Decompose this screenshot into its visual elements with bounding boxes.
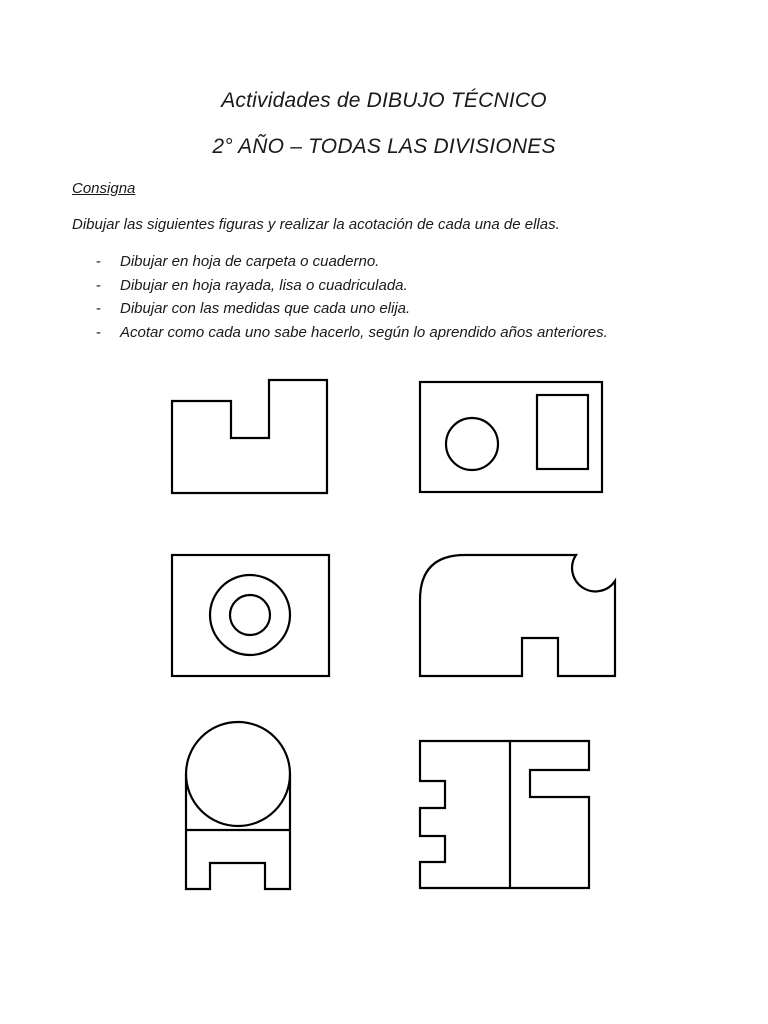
rounded-block-outline — [420, 555, 615, 676]
bullet-dash: - — [96, 276, 101, 294]
block-outline — [172, 380, 327, 493]
document-subtitle: 2° AÑO – TODAS LAS DIVISIONES — [212, 135, 556, 158]
figure-rounded-block-with-slot — [420, 555, 615, 676]
figure-rectangle-concentric-circles — [172, 555, 329, 676]
list-item-text: Dibujar con las medidas que cada uno elija. — [120, 300, 411, 317]
outer-circle — [210, 575, 290, 655]
top-circle — [186, 722, 290, 826]
figure-circle-on-base — [186, 722, 290, 889]
figure-comb-shape — [420, 741, 589, 888]
list-item-text: Dibujar en hoja rayada, lisa o cuadriculada. — [120, 276, 408, 294]
list-item-text: Acotar como cada uno sabe hacerlo, según lo aprendido años anteriores. — [120, 323, 608, 341]
list-item-text: Dibujar en hoja de carpeta o cuaderno. — [120, 253, 380, 270]
document-title: Actividades de DIBUJO TÉCNICO — [221, 89, 547, 112]
inner-circle — [230, 595, 270, 635]
instruction-text: Dibujar las siguientes figuras y realizar la acotación de cada una de ellas. — [72, 216, 560, 233]
consigna-heading: Consigna — [72, 180, 136, 197]
figure-block-with-notch — [172, 380, 327, 493]
circle — [446, 418, 498, 470]
outer-rectangle — [172, 555, 329, 676]
bullet-dash: - — [96, 253, 101, 270]
bullet-dash: - — [96, 323, 101, 341]
inner-rectangle — [537, 395, 588, 469]
base-outline — [186, 774, 290, 889]
comb-outline — [420, 741, 589, 888]
figure-rectangle-circle-square — [420, 382, 602, 492]
bullet-dash: - — [96, 300, 101, 317]
